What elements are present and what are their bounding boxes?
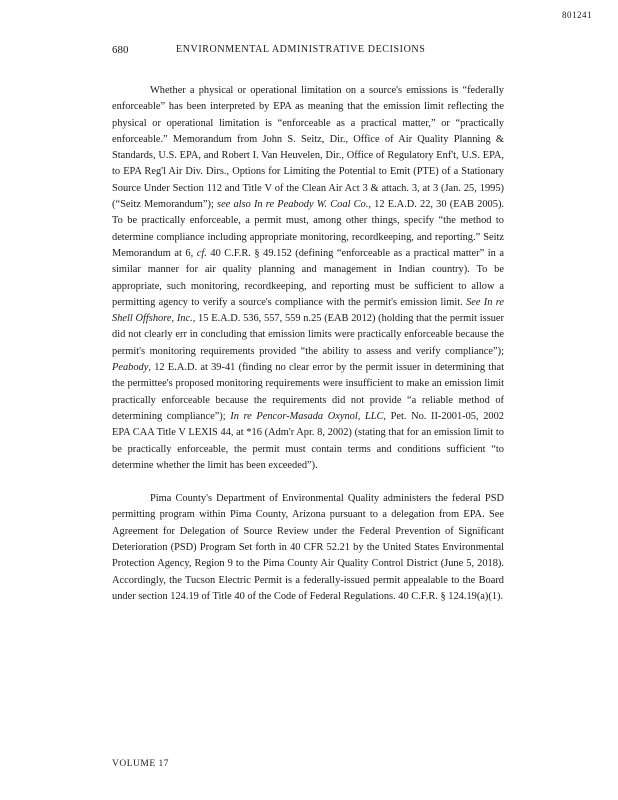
docket-number: 801241 <box>562 10 592 20</box>
volume-footer: VOLUME 17 <box>112 759 170 769</box>
paragraph-2 <box>112 491 504 605</box>
text-segment-italic: cf. <box>196 247 207 259</box>
text-segment-italic: In re Pencor-Masada Oxynol, LLC <box>230 410 384 422</box>
text-segment: Pima County's Department of Environmental Quality administers the federal PSD permitting program within Pima County, Arizona pursuant to a delegation from EPA. See Agreement for Delegation of Source Review under the Federal Prevention of Significant Deterioration (PSD) Program Set forth in 40 CFR 52.21 by the United States Environmental Protection Agency, Region 9 to the Pima County Air Quality Control District (June 5, 2018). Accordingly, the Tucson Electric Permit is a federally-issued permit appealable to the Board under section 124.19 of Title 40 of the Code of Federal Regulations. 40 C.F.R. § 124.19(a)(1). <box>112 493 504 602</box>
text-segment: , 12 E.A.D. 22, 30 (EAB 2005). To be practically enforceable, a permit must, among other things, specify “the method to determine compliance including appropriate monitoring, recordkeeping, and reporting.” Seitz Memorandum at 6, <box>112 199 505 259</box>
body-text <box>112 83 504 605</box>
text-segment: , Pet. No. II-2001-05, 2002 EPA CAA Title V LEXIS 44, at *16 (Adm'r Apr. 8, 2002) (stating that for an emission limit to be practically enforceable, the permit must contain terms and conditions sufficient “to determine whether the limit has been exceeded”). <box>112 410 504 471</box>
text-segment: , 12 E.A.D. at 39-41 (finding no clear error by the permit issuer in determining that the permittee's proposed monitoring requirements were insufficient to make an emission limit practically enforceable because the requirements did not provide “a reliable method of determining compliance”); <box>112 362 504 422</box>
text-segment-italic: see also In re Peabody W. Coal Co. <box>217 199 369 211</box>
text-segment: 40 C.F.R. § 49.152 (defining “enforceable as a practical matter” in a similar manner for air quality planning and management in Indian country). To be appropriate, such monitoring, recordkeeping, and reporting must be sufficient to allow a permitting agency to verify a source's compliance with the permit's emission limit. <box>112 247 504 308</box>
text-segment: , 15 E.A.D. 536, 557, 559 n.25 (EAB 2012) (holding that the permit issuer did not clearly err in concluding that emission limits were practically enforceable because the permit's monitoring requirements provided “the ability to assess and verify compliance”); <box>112 313 505 357</box>
text-segment: Whether a physical or operational limitation on a source's emissions is “federally enforceable” has been interpreted by EPA as meaning that the emission limit reflecting the physical or operational limitation is “enforceable as a practical matter,” or “practically enforceable.” Memorandum from John S. Seitz, Dir., Office of Air Quality Planning & Standards, U.S. EPA, and Robert I. Van Heuvelen, Dir., Office of Regulatory Enf't, U.S. EPA, to EPA Reg'l Air Div. Dirs., Options for Limiting the Potential to Emit (PTE) of a Stationary Source Under Section 112 and Title V of the Clean Air Act 3 & attach. 3, at 3 (Jan. 25, 1995) (“Seitz Memorandum”); <box>112 85 504 211</box>
text-segment-italic: Peabody <box>112 362 149 374</box>
paragraph-1 <box>112 83 504 474</box>
page-number: 680 <box>112 44 129 56</box>
text-segment-italic: See In re Shell Offshore, Inc. <box>112 296 504 325</box>
running-head: ENVIRONMENTAL ADMINISTRATIVE DECISIONS <box>176 44 426 55</box>
